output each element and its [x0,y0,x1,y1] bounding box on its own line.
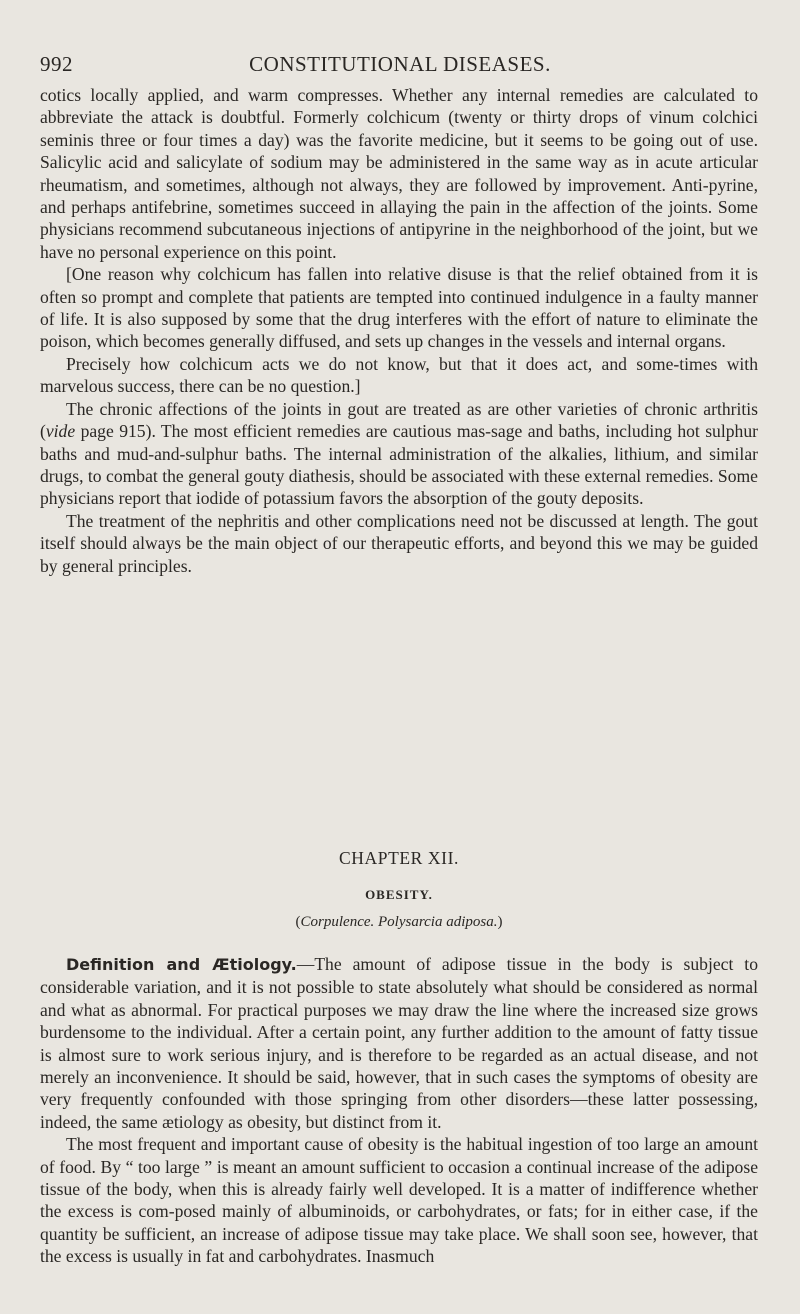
paren-open: ( [295,914,301,930]
paragraph: Precisely how colchicum acts we do not know, but that it does act, and some-times with marvelous success, there can be no question.] [40,353,758,397]
synonym: Polysarcia adiposa. [378,914,498,930]
paragraph: [One reason why colchicum has fallen into relative disuse is that the relief obtained from it is often so prompt and complete that patients are tempted into continued indulgence in a faulty manner of life. It is also supposed by some that the drug interferes with the effort of nature to eliminate the poison, which becomes generally diffused, and sets up changes in the vessels and internal organs. [40,264,758,352]
paragraph: The most frequent and important cause of obesity is the habitual ingestion of too large an amount of food. By “ too large ” is meant an amount sufficient to occasion a continual increase of the adipose tissue of the body, when this is already fairly well developed. It is a matter of indifference whether the excess is com-posed mainly of albuminoids, or carbohydrates, or fats; for in either case, if the quantity be sufficient, an increase of adipose tissue may take place. We shall soon see, however, that the excess is usually in fat and carbohydrates. Inasmuch [40,1134,758,1267]
section-text [40,953,758,1268]
chapter-title: CHAPTER XII. [339,848,459,868]
page-header [40,52,760,74]
paragraph [40,398,758,510]
paragraph: cotics locally applied, and warm compresses. Whether any internal remedies are calculated to abbreviate the attack is doubtful. Formerly colchicum (twenty or thirty drops of vinum colchici seminis three or four times a day) was the favorite medicine, but it seems to be going out of use. Salicylic acid and salicylate of sodium may be administered in the same way as in acute articular rheumatism, and sometimes, although not always, they are followed by improvement. Anti-pyrine, and perhaps antifebrine, sometimes succeed in allaying the pain in the affection of the joints. Some physicians recommend subcutaneous injections of antipyrine in the neighborhood of the joint, but we have no personal experience on this point. [40,85,758,262]
synonym: Corpulence. [300,914,375,930]
running-title: CONSTITUTIONAL DISEASES. [249,52,551,76]
text-run: —The amount of adipose tissue in the body is subject to considerable variation, and it is not possible to state absolutely what should be considered as normal and what as abnormal. For practical purposes we may draw the line where the increased size grows burdensome to the individual. After a certain point, any further addition to the amount of fatty tissue is almost sure to work serious injury, and is therefore to be regarded as an actual disease, and not merely an inconvenience. It should be said, however, that in such cases the symptoms of obesity are very frequently confounded with those springing from other disorders—these latter possessing, indeed, the same ætiology as obesity, but distinct from it. [40,954,758,1132]
text-run: page 915). The most efficient remedies are cautious mas-sage and baths, including hot sulphur baths and mud-and-sulphur baths. The internal administration of the alkalies, lithium, and similar drugs, to combat the general gouty diathesis, should be associated with these external remedies. Some physicians report that iodide of potassium favors the absorption of the gouty deposits. [40,421,758,509]
section-heading: Definition and Ætiology. [66,955,297,974]
paren-close: ) [497,914,503,930]
continuation-text [40,84,758,577]
italic-vide: vide [45,421,76,442]
paragraph: The treatment of the nephritis and other complications need not be discussed at length. The gout itself should always be the main object of our therapeutic efforts, and beyond this we may be guided by general principles. [40,510,758,576]
chapter-heading [40,848,758,931]
paragraph [40,953,758,1133]
chapter-synonyms [40,914,758,931]
page-number: 992 [40,52,73,76]
chapter-subject: OBESITY. [365,887,433,902]
text-run: The chronic affections of the joints in gout are treated as are other varieties of chronic arthritis ( [40,398,758,442]
